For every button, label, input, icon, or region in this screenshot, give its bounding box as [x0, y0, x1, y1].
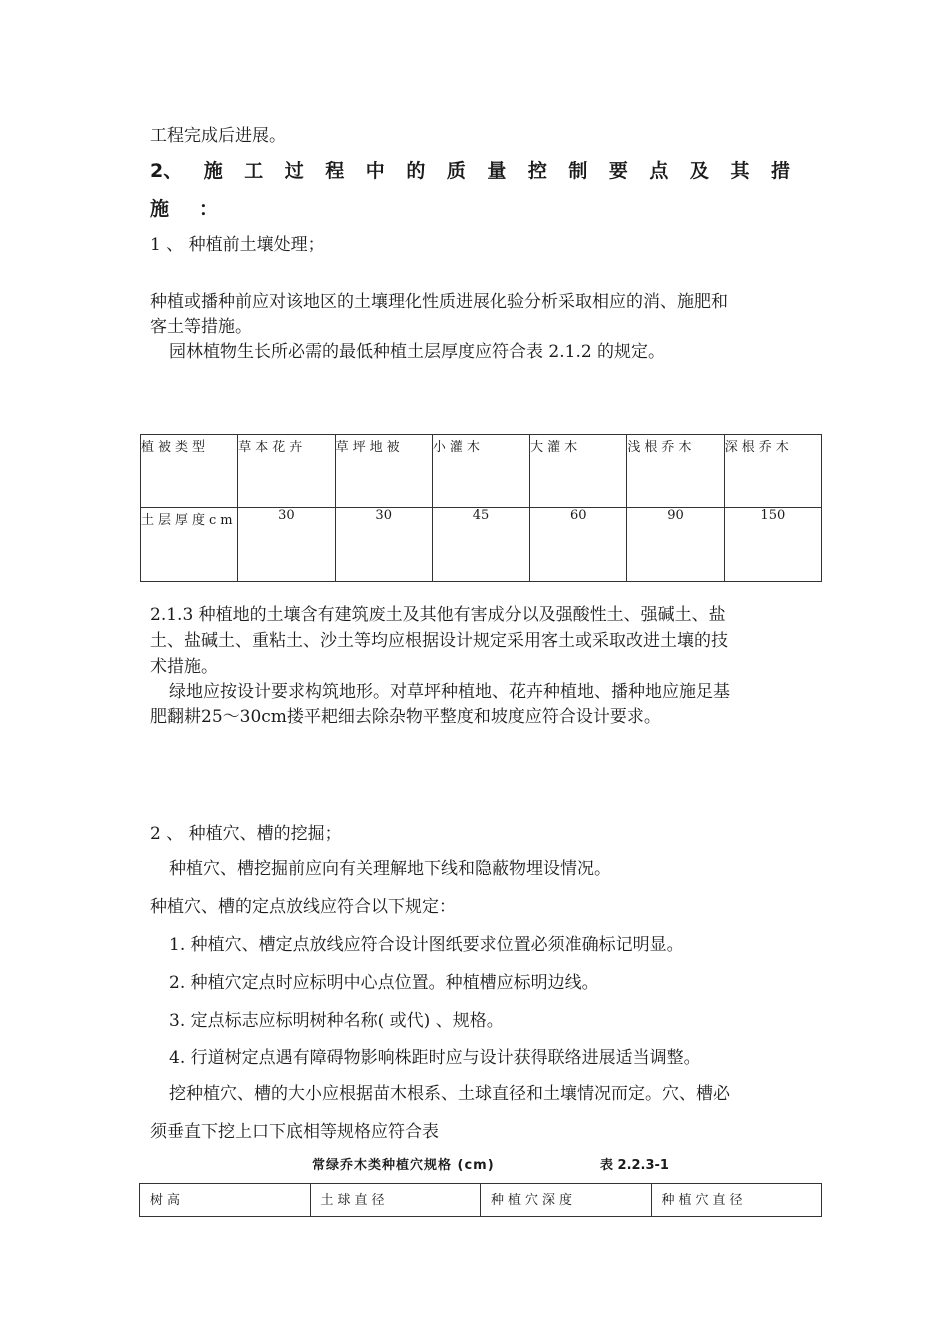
table-header-cell: 大灌木: [530, 435, 627, 508]
list-item: 4. 行道树定点遇有障碍物影响株距时应与设计获得联络进展适当调整。: [169, 1048, 701, 1068]
paragraph-5: 种植穴、槽挖掘前应向有关理解地下线和隐蔽物埋设情况。: [169, 859, 611, 879]
table-header-cell: 植被类型: [141, 435, 238, 508]
heading-char: 施: [150, 198, 170, 220]
table-cell: 45: [432, 508, 529, 582]
table-header-cell: 草本花卉: [238, 435, 335, 508]
heading-char: 措: [770, 160, 790, 182]
heading-char: 质: [446, 160, 466, 182]
table-row-label: 土层厚度cm: [141, 508, 238, 582]
paragraph-1b: 客土等措施。: [150, 317, 252, 337]
heading-char: 施: [203, 160, 223, 182]
heading-char: 2、: [150, 160, 183, 182]
paragraph-3b: 土、盐碱土、重粘土、沙土等均应根据设计规定采用客土或采取改进土壤的技: [150, 631, 728, 651]
heading-char: 制: [568, 160, 588, 182]
table-cell: 60: [530, 508, 627, 582]
paragraph-7b: 须垂直下挖上口下底相等规格应符合表: [150, 1122, 439, 1142]
paragraph-6: 种植穴、槽的定点放线应符合以下规定：: [150, 897, 456, 917]
continuation-line: 工程完成后进展。: [150, 126, 286, 146]
table-cell: 150: [724, 508, 821, 582]
list-item: 1. 种植穴、槽定点放线应符合设计图纸要求位置必须准确标记明显。: [169, 935, 684, 955]
table-header-cell: 树高: [140, 1184, 311, 1217]
table-header-cell: 种植穴直径: [651, 1184, 822, 1217]
section-heading-line-1: [150, 158, 790, 184]
heading-char: 程: [325, 160, 345, 182]
table-cell: 30: [238, 508, 335, 582]
table-caption: 常绿乔木类种植穴规格 (cm): [312, 1158, 495, 1173]
heading-char: 控: [527, 160, 547, 182]
paragraph-3c: 术措施。: [150, 657, 218, 677]
section-heading-line-2: [150, 196, 790, 222]
heading-char: 工: [244, 160, 264, 182]
planting-pit-table: [139, 1183, 822, 1217]
subheading-2: 2 、 种植穴、槽的挖掘；: [150, 824, 342, 844]
table-header-cell: 浅根乔木: [627, 435, 724, 508]
heading-char: 的: [406, 160, 426, 182]
table-header-cell: 草坪地被: [335, 435, 432, 508]
heading-char: 要: [608, 160, 628, 182]
subheading-1: 1 、 种植前土壤处理；: [150, 235, 325, 255]
heading-char: 过: [284, 160, 304, 182]
soil-depth-table: [140, 434, 822, 582]
paragraph-3a: 2.1.3 种植地的土壤含有建筑废土及其他有害成分以及强酸性土、强碱土、盐: [150, 605, 726, 625]
paragraph-2: 园林植物生长所必需的最低种植土层厚度应符合表 2.1.2 的规定。: [169, 342, 666, 362]
paragraph-4b: 肥翻耕25～30cm搂平耙细去除杂物平整度和坡度应符合设计要求。: [150, 707, 661, 727]
table-header-cell: 深根乔木: [724, 435, 821, 508]
paragraph-4a: 绿地应按设计要求构筑地形。对草坪种植地、花卉种植地、播种地应施足基: [169, 682, 730, 702]
table-number: 表 2.2.3-1: [600, 1158, 669, 1173]
heading-char: 及: [689, 160, 709, 182]
heading-char: 中: [365, 160, 385, 182]
list-item: 3. 定点标志应标明树种名称( 或代) 、规格。: [169, 1011, 504, 1031]
table-cell: 90: [627, 508, 724, 582]
list-item: 2. 种植穴定点时应标明中心点位置。种植槽应标明边线。: [169, 973, 599, 993]
paragraph-1a: 种植或播种前应对该地区的土壤理化性质进展化验分析采取相应的消、施肥和: [150, 292, 728, 312]
table-header-cell: 小灌木: [432, 435, 529, 508]
heading-char: 其: [730, 160, 750, 182]
section-heading: [150, 158, 790, 222]
table-header-cell: 种植穴深度: [481, 1184, 652, 1217]
table-cell: 30: [335, 508, 432, 582]
heading-char: 量: [487, 160, 507, 182]
heading-char: 点: [649, 160, 669, 182]
table-header-cell: 土球直径: [310, 1184, 481, 1217]
paragraph-7a: 挖种植穴、槽的大小应根据苗木根系、土球直径和土壤情况而定。穴、槽必: [169, 1084, 730, 1104]
heading-char: ：: [199, 198, 219, 220]
